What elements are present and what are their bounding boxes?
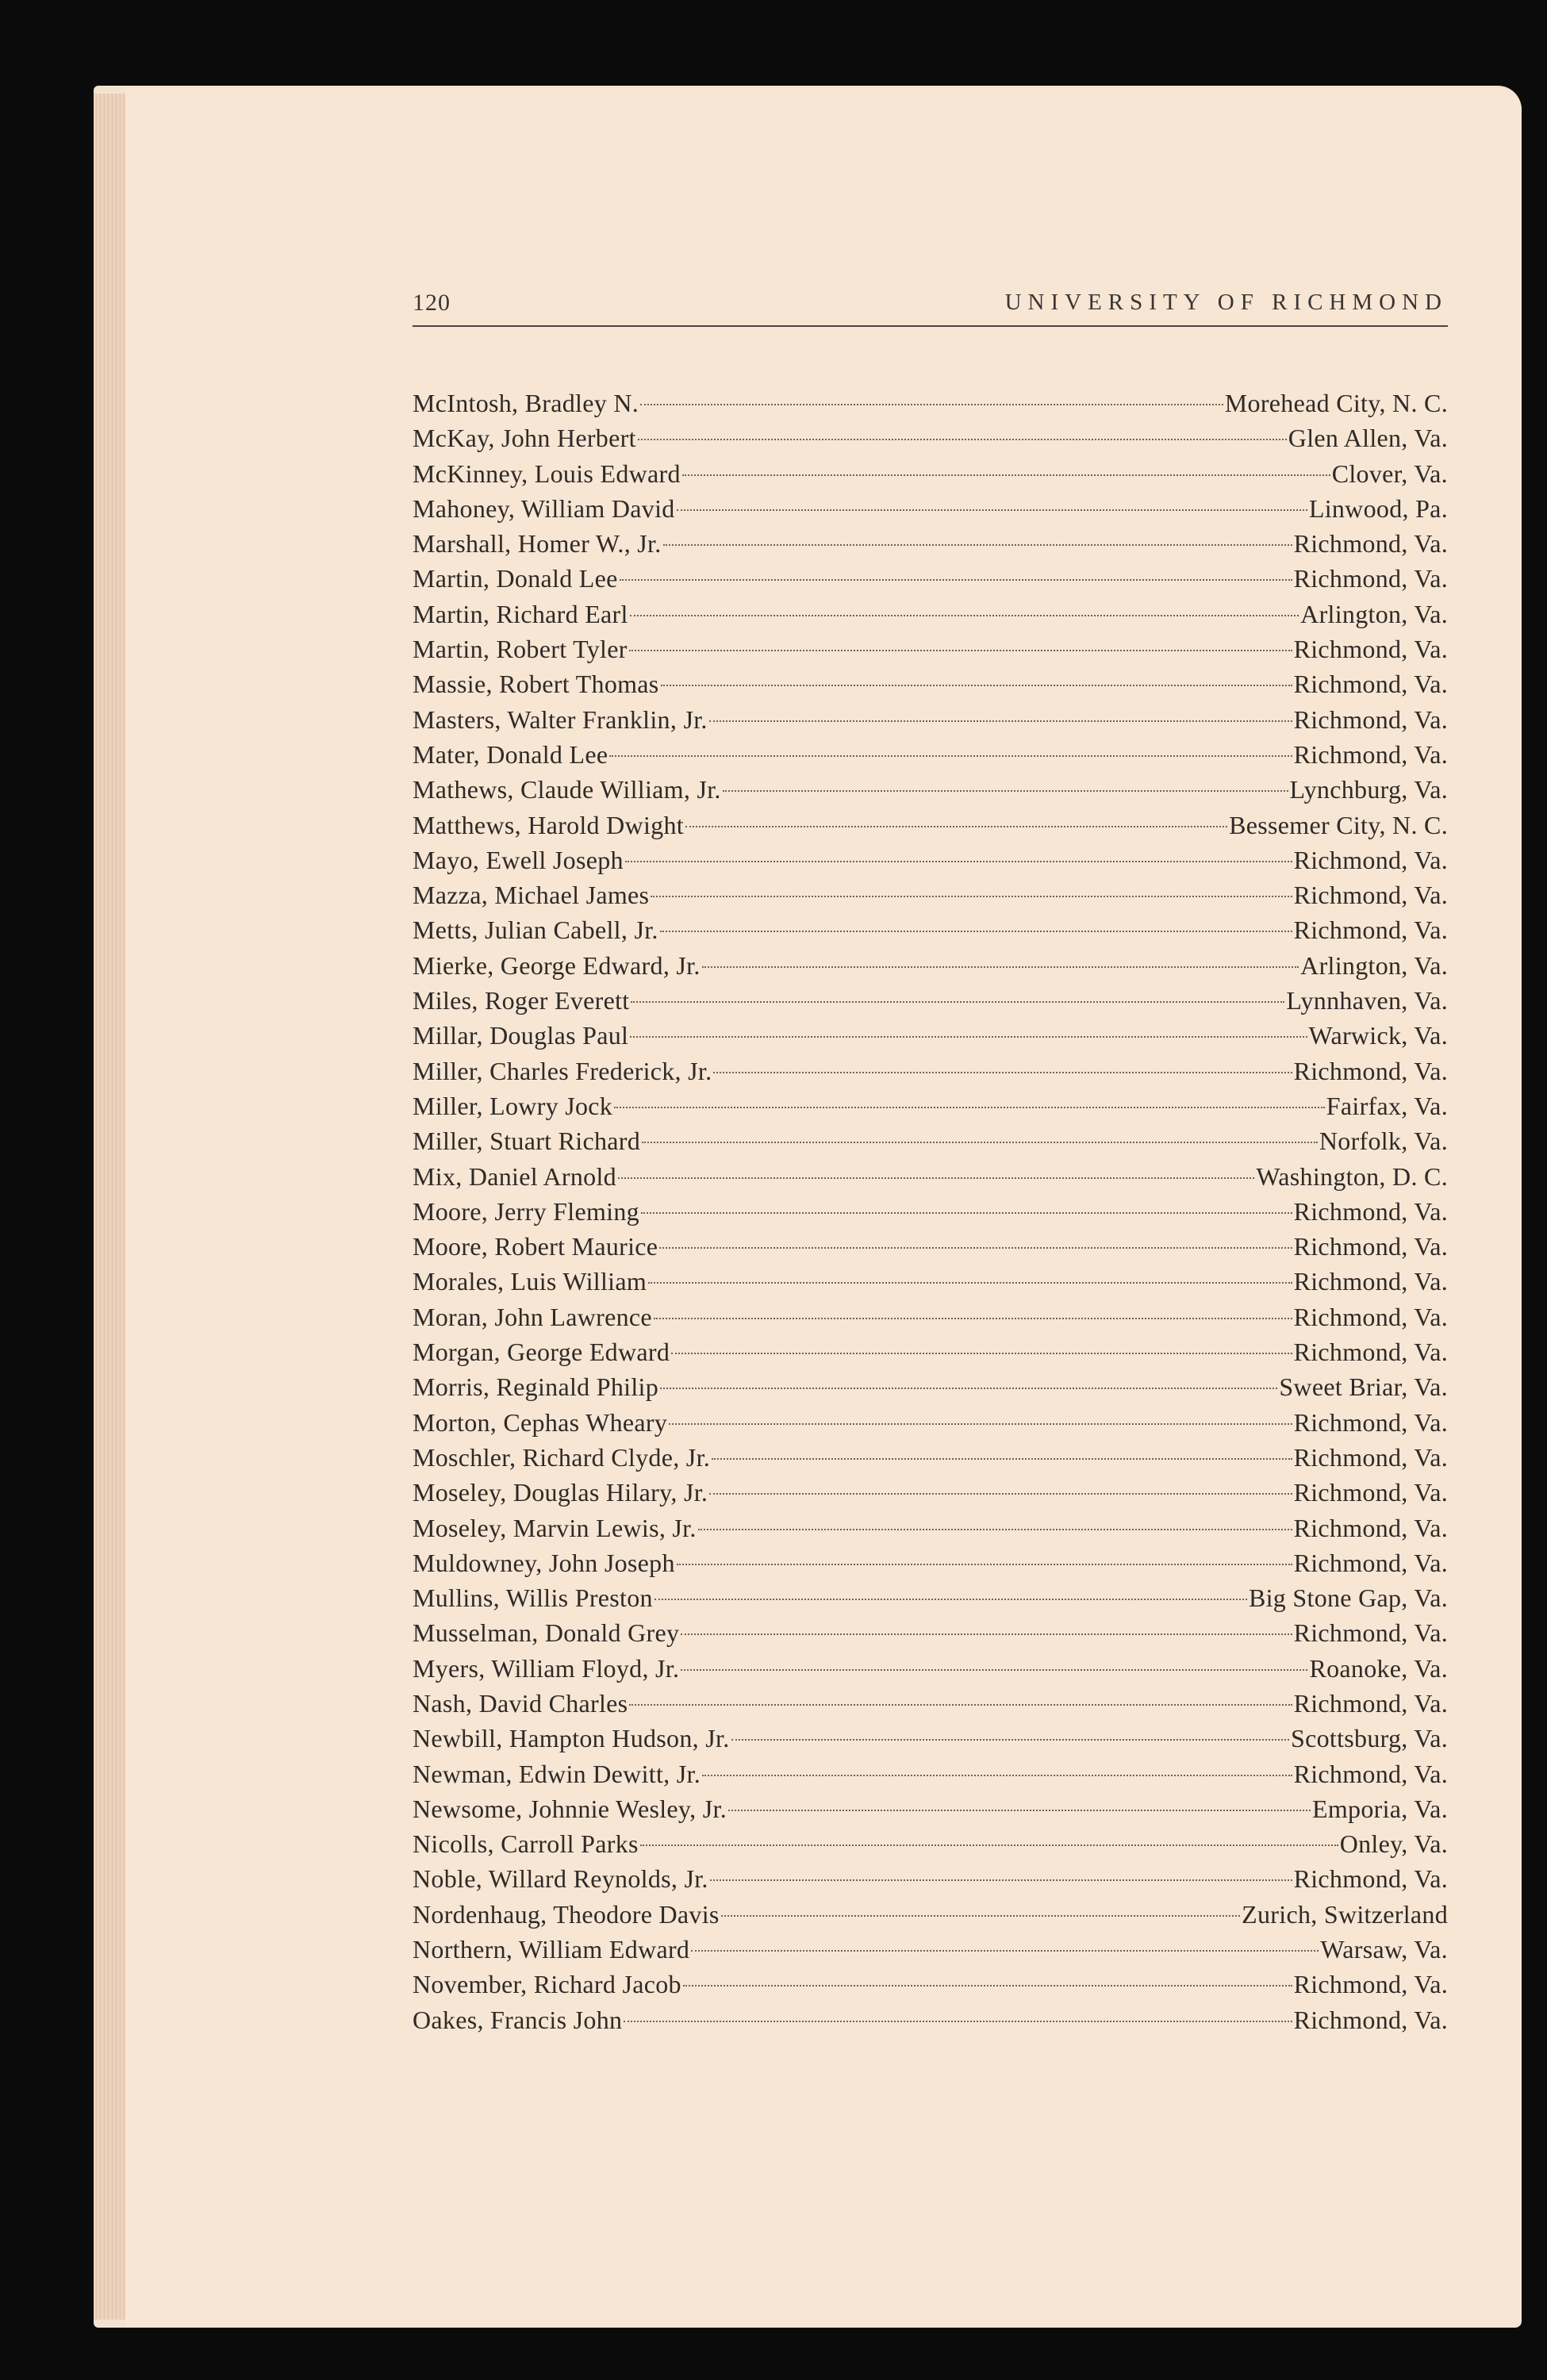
list-item [413,1756,1448,1791]
list-item [413,1369,1448,1404]
entry-name: Metts, Julian Cabell, Jr. [413,916,658,945]
entry-name: Marshall, Homer W., Jr. [413,529,662,559]
entry-name: Martin, Donald Lee [413,564,618,593]
list-item [413,1826,1448,1861]
list-item [413,1861,1448,1896]
entry-name: November, Richard Jacob [413,1970,681,1999]
page-number: 120 [413,290,451,316]
entry-hometown: Lynchburg, Va. [1289,775,1448,804]
entry-hometown: Richmond, Va. [1293,1442,1448,1472]
list-item [413,561,1448,596]
entry-hometown: Richmond, Va. [1293,564,1448,593]
entry-name: Moore, Jerry Fleming [413,1196,639,1226]
directory-list [413,386,1448,2037]
dot-leader [620,579,1292,581]
list-item [413,1932,1448,1967]
list-item [413,597,1448,631]
entry-name: Masters, Walter Franklin, Jr. [413,704,708,734]
dot-leader [618,1177,1254,1179]
list-item [413,1088,1448,1123]
dot-leader [654,1318,1292,1319]
list-item [413,808,1448,843]
entry-name: Millar, Douglas Paul [413,1021,629,1050]
dot-leader [681,1669,1307,1671]
entry-hometown: Richmond, Va. [1293,1548,1448,1577]
list-item [413,1123,1448,1158]
dot-leader [640,404,1223,405]
list-item [413,1511,1448,1545]
list-item [413,1721,1448,1756]
entry-hometown: Clover, Va. [1331,459,1448,488]
entry-hometown: Richmond, Va. [1293,1759,1448,1788]
entry-name: Mix, Daniel Arnold [413,1161,616,1191]
entry-hometown: Richmond, Va. [1293,670,1448,699]
entry-hometown: Richmond, Va. [1293,916,1448,945]
entry-name: Nordenhaug, Theodore Davis [413,1899,720,1929]
list-item [413,456,1448,491]
list-item [413,631,1448,666]
entry-hometown: Richmond, Va. [1293,1688,1448,1718]
entry-hometown: Zurich, Switzerland [1242,1899,1448,1929]
entry-name: Muldowney, John Joseph [413,1548,675,1577]
dot-leader [682,474,1330,476]
entry-name: Northern, William Edward [413,1935,690,1964]
entry-name: Musselman, Donald Grey [413,1618,680,1648]
dot-leader [630,615,1299,616]
dot-leader [642,1142,1318,1143]
list-item [413,912,1448,947]
entry-name: Moseley, Douglas Hilary, Jr. [413,1478,708,1507]
list-item [413,877,1448,912]
entry-hometown: Norfolk, Va. [1319,1127,1448,1156]
dot-leader [640,1844,1338,1846]
entry-hometown: Richmond, Va. [1293,1196,1448,1226]
entry-hometown: Linwood, Pa. [1308,493,1448,523]
dot-leader [624,2021,1292,2022]
entry-name: Noble, Willard Reynolds, Jr. [413,1864,708,1894]
list-item [413,1194,1448,1229]
dot-leader [721,1915,1240,1917]
list-item [413,386,1448,420]
entry-name: Mayo, Ewell Joseph [413,845,624,874]
list-item [413,526,1448,561]
entry-hometown: Glen Allen, Va. [1288,424,1448,453]
entry-hometown: Richmond, Va. [1293,881,1448,910]
list-item [413,1791,1448,1826]
entry-hometown: Arlington, Va. [1300,950,1448,980]
list-item [413,491,1448,526]
entry-hometown: Richmond, Va. [1293,635,1448,664]
dot-leader [648,1282,1292,1284]
entry-name: Martin, Richard Earl [413,599,628,628]
dot-leader [641,1212,1292,1214]
list-item [413,1334,1448,1369]
entry-name: Moseley, Marvin Lewis, Jr. [413,1513,697,1542]
running-head: UNIVERSITY OF RICHMOND [1004,290,1448,315]
dot-leader [614,1107,1325,1108]
dot-leader [709,1493,1292,1495]
list-item [413,1264,1448,1299]
dot-leader [698,1529,1292,1530]
dot-leader [677,1564,1292,1565]
entry-name: McKay, John Herbert [413,424,636,453]
entry-hometown: Richmond, Va. [1293,1478,1448,1507]
entry-hometown: Richmond, Va. [1293,529,1448,559]
entry-name: Mater, Donald Lee [413,739,608,769]
entry-hometown: Richmond, Va. [1293,1513,1448,1542]
list-item [413,1615,1448,1650]
entry-hometown: Richmond, Va. [1293,1302,1448,1331]
entry-name: Mathews, Claude William, Jr. [413,775,721,804]
entry-hometown: Morehead City, N. C. [1224,389,1448,417]
list-item [413,1686,1448,1721]
dot-leader [677,509,1307,511]
entry-name: Morris, Reginald Philip [413,1372,659,1402]
entry-hometown: Richmond, Va. [1293,845,1448,874]
header-rule [413,325,1448,327]
entry-name: Newman, Edwin Dewitt, Jr. [413,1759,701,1788]
dot-leader [691,1950,1319,1952]
list-item [413,1967,1448,2002]
entry-name: McIntosh, Bradley N. [413,389,639,417]
entry-name: Morgan, George Edward [413,1338,670,1367]
list-item [413,1054,1448,1088]
dot-leader [709,720,1292,722]
entry-hometown: Arlington, Va. [1300,599,1448,628]
entry-hometown: Lynnhaven, Va. [1286,986,1448,1015]
entry-name: Mierke, George Edward, Jr. [413,950,701,980]
list-item [413,1475,1448,1510]
dot-leader [625,861,1292,862]
entry-hometown: Richmond, Va. [1293,1970,1448,1999]
entry-name: Moran, John Lawrence [413,1302,652,1331]
entry-name: Morales, Luis William [413,1267,647,1296]
list-item [413,1018,1448,1053]
list-item [413,1580,1448,1615]
entry-name: Mullins, Willis Preston [413,1583,653,1613]
list-item [413,420,1448,455]
entry-hometown: Washington, D. C. [1256,1161,1448,1191]
entry-name: Massie, Robert Thomas [413,670,659,699]
list-item [413,1440,1448,1475]
entry-hometown: Scottsburg, Va. [1291,1724,1448,1753]
entry-name: Matthews, Harold Dwight [413,810,684,839]
entry-name: Miller, Lowry Jock [413,1091,613,1120]
entry-hometown: Richmond, Va. [1293,739,1448,769]
entry-hometown: Big Stone Gap, Va. [1248,1583,1448,1613]
list-item [413,1229,1448,1264]
list-item [413,1405,1448,1440]
entry-hometown: Richmond, Va. [1293,1618,1448,1648]
dot-leader [660,1388,1277,1389]
entry-name: Nicolls, Carroll Parks [413,1829,639,1859]
dot-leader [660,931,1292,932]
list-item [413,948,1448,983]
dot-leader [630,1036,1307,1038]
dot-leader [663,544,1292,546]
dot-leader [723,790,1288,792]
list-item [413,983,1448,1018]
dot-leader [728,1810,1311,1811]
entry-hometown: Richmond, Va. [1293,1056,1448,1085]
entry-name: Moschler, Richard Clyde, Jr. [413,1442,711,1472]
dot-leader [702,966,1299,968]
entry-hometown: Warsaw, Va. [1320,1935,1448,1964]
entry-name: Newsome, Johnnie Wesley, Jr. [413,1794,727,1823]
entry-name: Mahoney, William David [413,493,675,523]
dot-leader [712,1458,1292,1460]
page-header [413,290,1448,328]
dot-leader [731,1739,1290,1741]
entry-hometown: Richmond, Va. [1293,1267,1448,1296]
dot-leader [713,1072,1292,1073]
list-item [413,772,1448,807]
dot-leader [661,685,1292,686]
list-item [413,737,1448,772]
entry-name: McKinney, Louis Edward [413,459,681,488]
list-item [413,666,1448,701]
entry-hometown: Richmond, Va. [1293,2005,1448,2034]
list-item [413,1159,1448,1194]
entry-name: Moore, Robert Maurice [413,1232,658,1261]
entry-hometown: Richmond, Va. [1293,1232,1448,1261]
entry-hometown: Sweet Briar, Va. [1279,1372,1448,1402]
list-item [413,1299,1448,1334]
dot-leader [683,1985,1292,1987]
list-item [413,843,1448,877]
entry-name: Miller, Charles Frederick, Jr. [413,1056,712,1085]
entry-hometown: Richmond, Va. [1293,1864,1448,1894]
dot-leader [609,755,1292,757]
entry-hometown: Richmond, Va. [1293,1338,1448,1367]
dot-leader [659,1247,1292,1249]
entry-hometown: Onley, Va. [1339,1829,1448,1859]
dot-leader [654,1599,1247,1600]
entry-hometown: Fairfax, Va. [1326,1091,1448,1120]
dot-leader [629,650,1292,651]
dot-leader [651,896,1292,897]
page-edges [94,94,125,2320]
entry-name: Mazza, Michael James [413,881,650,910]
entry-hometown: Bessemer City, N. C. [1229,810,1448,839]
entry-hometown: Richmond, Va. [1293,1407,1448,1437]
entry-name: Miller, Stuart Richard [413,1127,641,1156]
list-item [413,2002,1448,2037]
dot-leader [685,826,1227,827]
entry-hometown: Roanoke, Va. [1309,1653,1448,1683]
entry-name: Morton, Cephas Wheary [413,1407,668,1437]
entry-name: Martin, Robert Tyler [413,635,628,664]
dot-leader [671,1353,1292,1354]
dot-leader [669,1423,1292,1425]
dot-leader [629,1704,1292,1706]
entry-name: Oakes, Francis John [413,2005,623,2034]
entry-name: Newbill, Hampton Hudson, Jr. [413,1724,730,1753]
dot-leader [681,1633,1292,1635]
entry-name: Myers, William Floyd, Jr. [413,1653,680,1683]
list-item [413,1897,1448,1932]
dot-leader [710,1879,1292,1881]
list-item [413,702,1448,737]
entry-name: Miles, Roger Everett [413,986,630,1015]
dot-leader [702,1775,1292,1776]
entry-hometown: Warwick, Va. [1308,1021,1448,1050]
list-item [413,1651,1448,1686]
entry-hometown: Emporia, Va. [1312,1794,1448,1823]
entry-name: Nash, David Charles [413,1688,628,1718]
dot-leader [638,439,1287,440]
entry-hometown: Richmond, Va. [1293,704,1448,734]
list-item [413,1545,1448,1580]
dot-leader [631,1001,1284,1003]
